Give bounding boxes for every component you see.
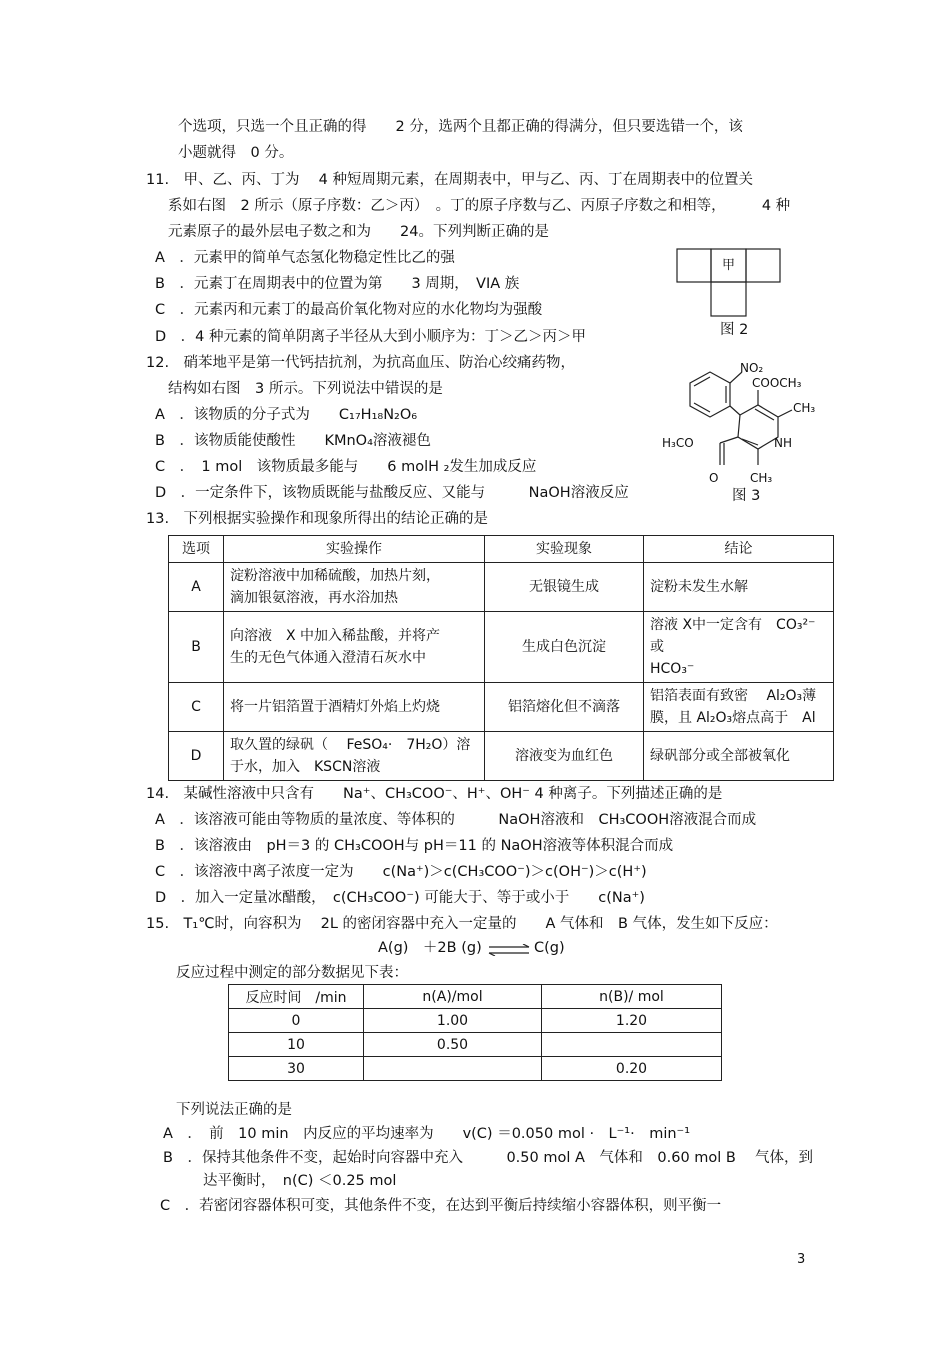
header-na: n(A)/mol [364,985,542,1009]
q14-option-b: B ．该溶液由 pH＝3 的 CH₃COOH与 pH＝11 的 NaOH溶液等体积混合而成 [155,838,674,854]
q14-option-c: C ．该溶液中离子浓度一定为 c(Na⁺)＞c(CH₃COO⁻)＞c(OH⁻)＞c(H⁺) [155,864,647,880]
row-b-option: B [169,612,224,683]
cell-na [364,1057,542,1081]
row-b-operation [224,612,485,683]
q14-option-a: A ．该溶液可能由等物质的量浓度、等体积的 NaOH溶液和 CH₃COOH溶液混合而成 [155,812,757,828]
table-row [169,612,834,683]
q11-stem-line-1: 11. 甲、乙、丙、丁为 4 种短周期元素，在周期表中，甲与乙、丙、丁在周期表中的位置关 [146,172,753,188]
figure-3-h3co: H₃CO [662,436,694,450]
figure-3-o: O [709,471,719,485]
cell-na: 0.50 [364,1033,542,1057]
row-c-option: C [169,683,224,732]
q11-option-d: D ．4 种元素的简单阴离子半径从大到小顺序为：丁＞乙＞丙＞甲 [155,329,586,345]
figure-3-caption: 图 3 [732,488,761,504]
row-a-operation-line-2: 滴加银氨溶液，再水浴加热 [230,590,398,606]
row-b-phenomenon: 生成白色沉淀 [485,612,644,683]
q11-option-c: C ．元素丙和元素丁的最高价氧化物对应的水化物均为强酸 [155,302,543,318]
q15-equation-right: C(g) [534,940,565,956]
q15-data-table [228,984,722,1081]
cell-time: 10 [229,1033,364,1057]
page-number: 3 [797,1252,806,1267]
q15-stem: 15. T₁℃时，向容积为 2L 的密闭容器中充入一定量的 A 气体和 B 气体，发生如下反应： [146,916,778,932]
row-d-option: D [169,732,224,781]
row-c-conclusion-line-2: 膜，且 Al₂O₃熔点高于 Al [650,710,816,726]
intro-line-2: 小题就得 0 分。 [178,145,294,161]
q13-stem: 13. 下列根据实验操作和现象所得出的结论正确的是 [146,511,489,527]
q11-option-b: B ．元素丁在周期表中的位置为第 3 周期， VIA 族 [155,276,520,292]
q12-stem-line-2: 结构如右图 3 所示。下列说法中错误的是 [168,381,443,397]
row-b-operation-line-2: 生的无色气体通入澄清石灰水中 [230,650,426,666]
q13-experiment-table [168,535,834,781]
figure-3-no2: NO₂ [740,361,764,375]
cell-nb: 0.20 [542,1057,722,1081]
row-a-phenomenon: 无银镜生成 [485,563,644,612]
row-a-conclusion: 淀粉未发生水解 [644,563,834,612]
row-a-option: A [169,563,224,612]
q12-option-a: A ．该物质的分子式为 C₁₇H₁₈N₂O₆ [155,407,418,423]
figure-2-cell-jia: 甲 [722,258,736,273]
cell-time: 0 [229,1009,364,1033]
row-b-conclusion [644,612,834,683]
q15-equation-left: A(g) ＋2B (g) [378,940,482,956]
row-c-phenomenon: 铝箔熔化但不滴落 [485,683,644,732]
q11-stem-line-3: 元素原子的最外层电子数之和为 24。下列判断正确的是 [168,224,549,240]
row-a-operation-line-1: 淀粉溶液中加稀硫酸，加热片刻， [230,568,440,584]
figure-2-caption: 图 2 [720,322,749,338]
row-d-operation [224,732,485,781]
header-conclusion: 结论 [644,536,834,563]
header-operation: 实验操作 [224,536,485,563]
row-d-conclusion: 绿矾部分或全部被氧化 [644,732,834,781]
row-c-operation: 将一片铝箔置于酒精灯外焰上灼烧 [224,683,485,732]
table-header-row [229,985,722,1009]
q12-option-b: B ．该物质能使酸性 KMnO₄溶液褪色 [155,433,431,449]
table-row [169,732,834,781]
row-b-operation-line-1: 向溶液 X 中加入稀盐酸，并将产 [230,628,441,644]
figure-3-ch3-bottom: CH₃ [750,471,773,485]
cell-nb [542,1033,722,1057]
q14-stem: 14. 某碱性溶液中只含有 Na⁺、CH₃COO⁻、H⁺、OH⁻ 4 种离子。下列描述正确的是 [146,786,723,802]
row-d-operation-line-2: 于水，加入 KSCN溶液 [230,759,381,775]
row-c-conclusion-line-1: 铝箔表面有致密 Al₂O₃薄 [650,688,817,704]
header-time: 反应时间 /min [229,985,364,1009]
q11-option-a: A ．元素甲的简单气态氢化物稳定性比乙的强 [155,250,455,266]
header-phenomenon: 实验现象 [485,536,644,563]
cell-time: 30 [229,1057,364,1081]
q11-stem-line-2: 系如右图 2 所示（原子序数：乙＞丙） 。丁的原子序数与乙、丙原子序数之和相等， 4 种 [168,198,791,214]
q15-table-intro: 反应过程中测定的部分数据见下表： [176,965,408,981]
row-d-phenomenon: 溶液变为血红色 [485,732,644,781]
table-row [169,683,834,732]
row-b-conclusion-line-2: HCO₃⁻ [650,661,695,677]
row-c-conclusion [644,683,834,732]
intro-line-1: 个选项，只选一个且正确的得 2 分，选两个且都正确的得满分，但只要选错一个，该 [178,119,743,135]
header-nb: n(B)/ mol [542,985,722,1009]
q12-stem-line-1: 12. 硝苯地平是第一代钙拮抗剂，为抗高血压、防治心绞痛药物， [146,355,576,371]
row-a-operation [224,563,485,612]
q14-option-d: D ．加入一定量冰醋酸， c(CH₃COO⁻) 可能大于、等于或小于 c(Na⁺) [155,890,645,906]
figure-3-cooch3: COOCH₃ [752,376,802,390]
q15-option-b-line-2: 达平衡时， n(C) ＜0.25 mol [203,1173,397,1189]
figure-3-nh: NH [774,436,792,450]
q15-option-a: A ． 前 10 min 内反应的平均速率为 v(C) ＝0.050 mol · L⁻¹· min⁻¹ [163,1126,691,1142]
equilibrium-arrow-icon [487,944,531,956]
q15-option-c: C ．若密闭容器体积可变，其他条件不变，在达到平衡后持续缩小容器体积，则平衡一 [160,1198,722,1214]
table-row [229,1009,722,1033]
q12-option-d: D ．一定条件下，该物质既能与盐酸反应、又能与 NaOH溶液反应 [155,485,629,501]
table-row [229,1033,722,1057]
table-header-row [169,536,834,563]
row-d-operation-line-1: 取久置的绿矾（ FeSO₄· 7H₂O）溶 [230,737,471,753]
q15-option-b-line-1: B ．保持其他条件不变，起始时向容器中充入 0.50 mol A 气体和 0.60 mol B 气体，到 [163,1150,813,1166]
figure-3-ch3-top: CH₃ [793,401,816,415]
q15-question: 下列说法正确的是 [176,1102,292,1118]
table-row [169,563,834,612]
q12-option-c: C ． 1 mol 该物质最多能与 6 molH ₂发生加成反应 [155,459,537,475]
header-option: 选项 [169,536,224,563]
cell-nb: 1.20 [542,1009,722,1033]
row-b-conclusion-line-1: 溶液 X中一定含有 CO₃²⁻或 [650,617,816,655]
cell-na: 1.00 [364,1009,542,1033]
table-row [229,1057,722,1081]
